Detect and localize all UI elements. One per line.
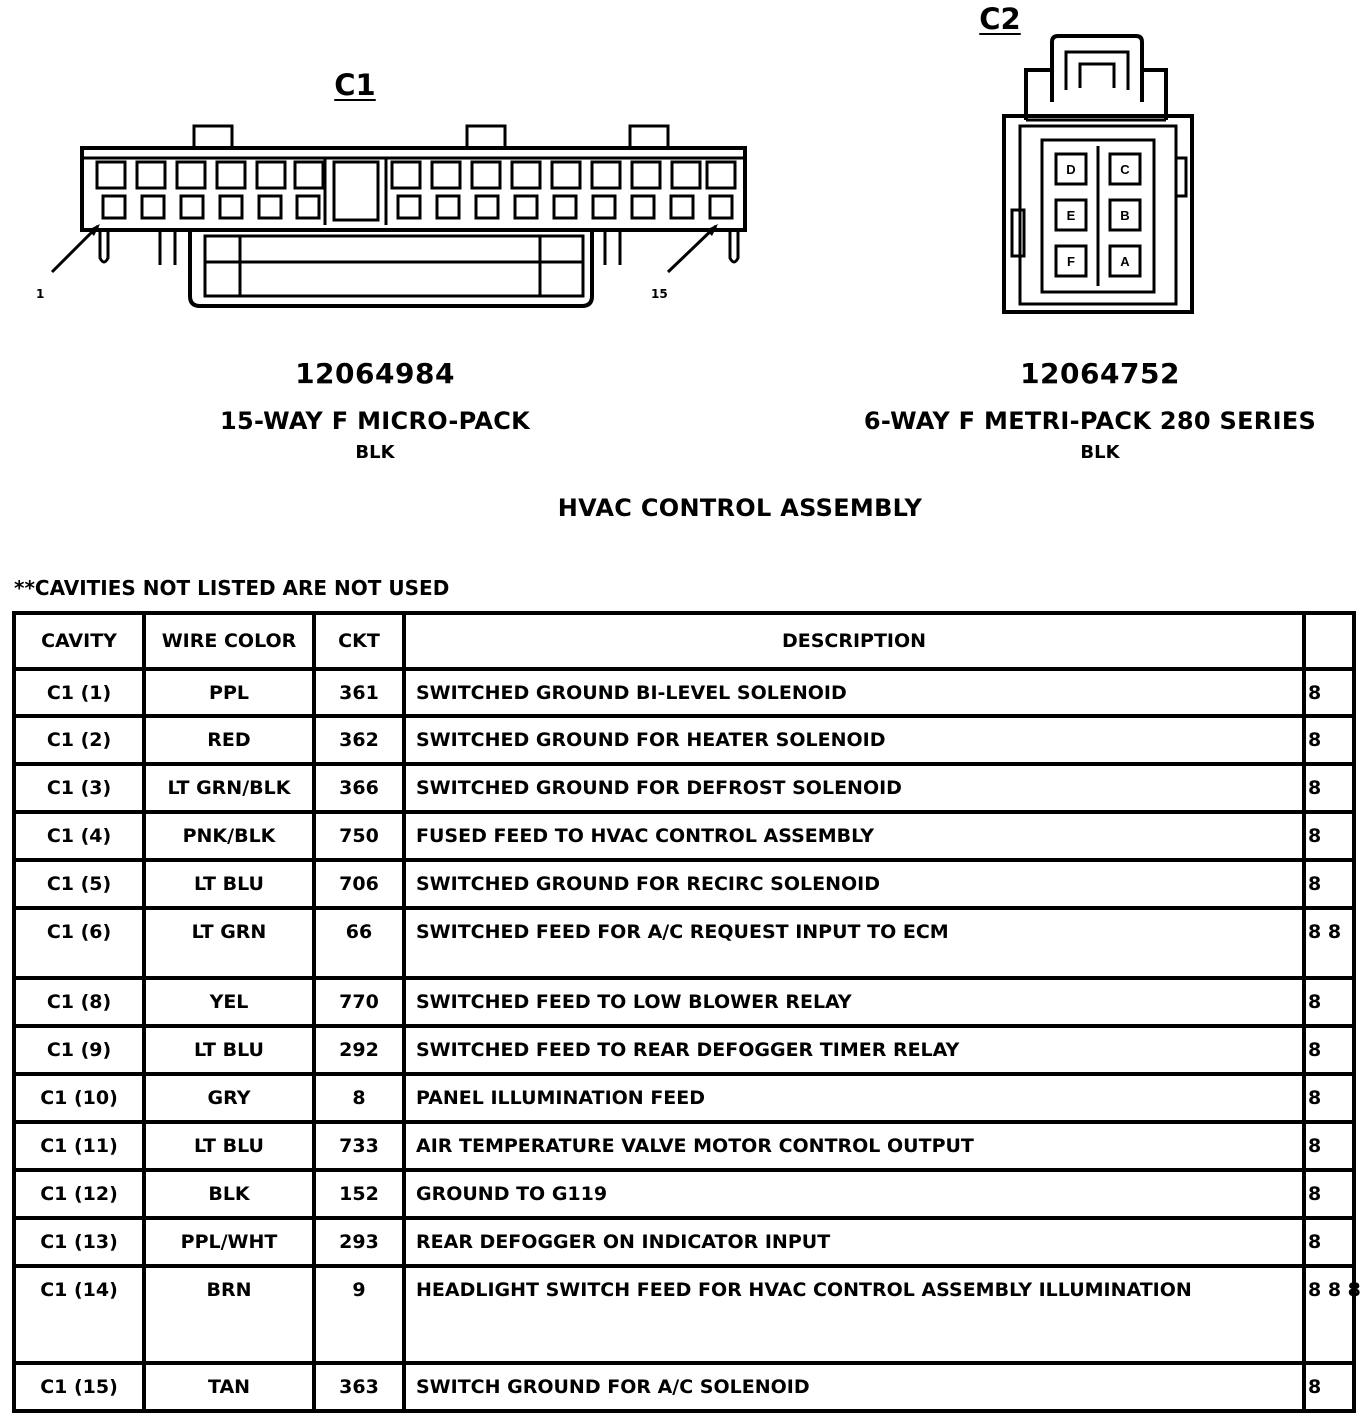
description-cell: FUSED FEED TO HVAC CONTROL ASSEMBLY <box>404 812 1304 860</box>
cavity-cell: C1 (11) <box>14 1122 144 1170</box>
description-cell: SWITCHED GROUND BI-LEVEL SOLENOID <box>404 669 1304 716</box>
ckt-cell: 292 <box>314 1026 404 1074</box>
cavity-cell: C1 (9) <box>14 1026 144 1074</box>
c1-color: BLK <box>355 442 395 463</box>
c2-cavity-a: A <box>1120 254 1130 269</box>
extra-cell: 8 <box>1304 1122 1354 1170</box>
cavity-cell: C1 (1) <box>14 669 144 716</box>
description-cell: REAR DEFOGGER ON INDICATOR INPUT <box>404 1218 1304 1266</box>
cavity-cell: C1 (6) <box>14 908 144 978</box>
extra-cell: 8 <box>1304 1218 1354 1266</box>
c1-cavities-left <box>97 162 323 218</box>
header-ckt: CKT <box>314 613 404 669</box>
extra-cell: 8 <box>1304 1026 1354 1074</box>
ckt-cell: 733 <box>314 1122 404 1170</box>
cavity-cell: C1 (15) <box>14 1363 144 1411</box>
ckt-cell: 366 <box>314 764 404 812</box>
wire-color-cell: BRN <box>144 1266 314 1363</box>
wire-color-cell: PPL <box>144 669 314 716</box>
table-row <box>14 1074 1354 1122</box>
ckt-cell: 8 <box>314 1074 404 1122</box>
table-row <box>14 1026 1354 1074</box>
description-cell: PANEL ILLUMINATION FEED <box>404 1074 1304 1122</box>
c1-connector-drawing <box>0 0 800 330</box>
table-row <box>14 1170 1354 1218</box>
extra-cell: 8 <box>1304 1170 1354 1218</box>
extra-cell: 8 <box>1304 764 1354 812</box>
wire-color-cell: LT BLU <box>144 1122 314 1170</box>
description-cell: AIR TEMPERATURE VALVE MOTOR CONTROL OUTPUT <box>404 1122 1304 1170</box>
c2-cavity-f: F <box>1067 254 1075 269</box>
header-description: DESCRIPTION <box>404 613 1304 669</box>
cavity-cell: C1 (2) <box>14 716 144 764</box>
cavity-cell: C1 (8) <box>14 978 144 1026</box>
c2-cavity-e: E <box>1066 208 1076 223</box>
extra-cell: 8 <box>1304 1074 1354 1122</box>
description-cell: HEADLIGHT SWITCH FEED FOR HVAC CONTROL ASSEMBLY ILLUMINATION <box>404 1266 1304 1363</box>
cavity-cell: C1 (12) <box>14 1170 144 1218</box>
table-row <box>14 1122 1354 1170</box>
assembly-title: HVAC CONTROL ASSEMBLY <box>557 494 923 522</box>
wire-color-cell: GRY <box>144 1074 314 1122</box>
ckt-cell: 362 <box>314 716 404 764</box>
extra-cell: 8 <box>1304 669 1354 716</box>
c2-color: BLK <box>1080 442 1120 463</box>
cavity-cell: C1 (4) <box>14 812 144 860</box>
ckt-cell: 770 <box>314 978 404 1026</box>
cavity-cell: C1 (10) <box>14 1074 144 1122</box>
extra-cell: 8 8 8 <box>1304 1266 1354 1363</box>
wire-color-cell: PPL/WHT <box>144 1218 314 1266</box>
extra-cell: 8 8 <box>1304 908 1354 978</box>
table-header-row <box>14 613 1354 669</box>
description-cell: SWITCHED FEED TO REAR DEFOGGER TIMER RELAY <box>404 1026 1304 1074</box>
description-cell: SWITCHED FEED FOR A/C REQUEST INPUT TO ECM <box>404 908 1304 978</box>
table-row <box>14 978 1354 1026</box>
c2-cavity-b: B <box>1120 208 1130 223</box>
extra-cell: 8 <box>1304 978 1354 1026</box>
wire-color-cell: YEL <box>144 978 314 1026</box>
table-row <box>14 812 1354 860</box>
c2-cavity-c: C <box>1120 162 1130 177</box>
c1-label: C1 <box>334 68 376 102</box>
c2-label: C2 <box>979 2 1021 36</box>
ckt-cell: 363 <box>314 1363 404 1411</box>
extra-cell: 8 <box>1304 860 1354 908</box>
c1-cavities-right <box>392 162 735 218</box>
wire-color-cell: PNK/BLK <box>144 812 314 860</box>
description-cell: SWITCHED GROUND FOR RECIRC SOLENOID <box>404 860 1304 908</box>
wire-color-cell: LT GRN <box>144 908 314 978</box>
description-cell: SWITCH GROUND FOR A/C SOLENOID <box>404 1363 1304 1411</box>
wire-color-cell: BLK <box>144 1170 314 1218</box>
ckt-cell: 152 <box>314 1170 404 1218</box>
c1-part-number: 12064984 <box>295 357 455 390</box>
c2-part-number: 12064752 <box>1020 357 1180 390</box>
table-row <box>14 860 1354 908</box>
description-cell: SWITCHED GROUND FOR HEATER SOLENOID <box>404 716 1304 764</box>
ckt-cell: 706 <box>314 860 404 908</box>
table-row <box>14 1363 1354 1411</box>
ckt-cell: 750 <box>314 812 404 860</box>
wire-table <box>12 611 1361 1413</box>
extra-cell: 8 <box>1304 716 1354 764</box>
cavity-cell: C1 (5) <box>14 860 144 908</box>
ckt-cell: 361 <box>314 669 404 716</box>
c1-pin-15-label: 15 <box>651 287 668 301</box>
ckt-cell: 66 <box>314 908 404 978</box>
wire-color-cell: LT BLU <box>144 1026 314 1074</box>
description-cell: SWITCHED GROUND FOR DEFROST SOLENOID <box>404 764 1304 812</box>
table-row <box>14 716 1354 764</box>
extra-cell: 8 <box>1304 1363 1354 1411</box>
ckt-cell: 293 <box>314 1218 404 1266</box>
ckt-cell: 9 <box>314 1266 404 1363</box>
c2-connector-drawing <box>990 30 1200 320</box>
table-row <box>14 669 1354 716</box>
header-wire-color: WIRE COLOR <box>144 613 314 669</box>
table-row <box>14 764 1354 812</box>
unused-cavities-note: **CAVITIES NOT LISTED ARE NOT USED <box>14 576 450 600</box>
c2-description: 6-WAY F METRI-PACK 280 SERIES <box>863 407 1317 435</box>
header-cavity: CAVITY <box>14 613 144 669</box>
header-extra <box>1304 613 1354 669</box>
cavity-cell: C1 (14) <box>14 1266 144 1363</box>
extra-cell: 8 <box>1304 812 1354 860</box>
wire-color-cell: TAN <box>144 1363 314 1411</box>
wire-color-cell: LT GRN/BLK <box>144 764 314 812</box>
wire-color-cell: LT BLU <box>144 860 314 908</box>
table-row <box>14 908 1354 978</box>
c1-pin-1-label: 1 <box>36 287 45 301</box>
wire-color-cell: RED <box>144 716 314 764</box>
description-cell: SWITCHED FEED TO LOW BLOWER RELAY <box>404 978 1304 1026</box>
cavity-cell: C1 (3) <box>14 764 144 812</box>
table-row <box>14 1266 1354 1363</box>
cavity-cell: C1 (13) <box>14 1218 144 1266</box>
table-row <box>14 1218 1354 1266</box>
description-cell: GROUND TO G119 <box>404 1170 1304 1218</box>
c2-cavity-d: D <box>1066 162 1076 177</box>
c1-description: 15-WAY F MICRO-PACK <box>219 407 531 435</box>
